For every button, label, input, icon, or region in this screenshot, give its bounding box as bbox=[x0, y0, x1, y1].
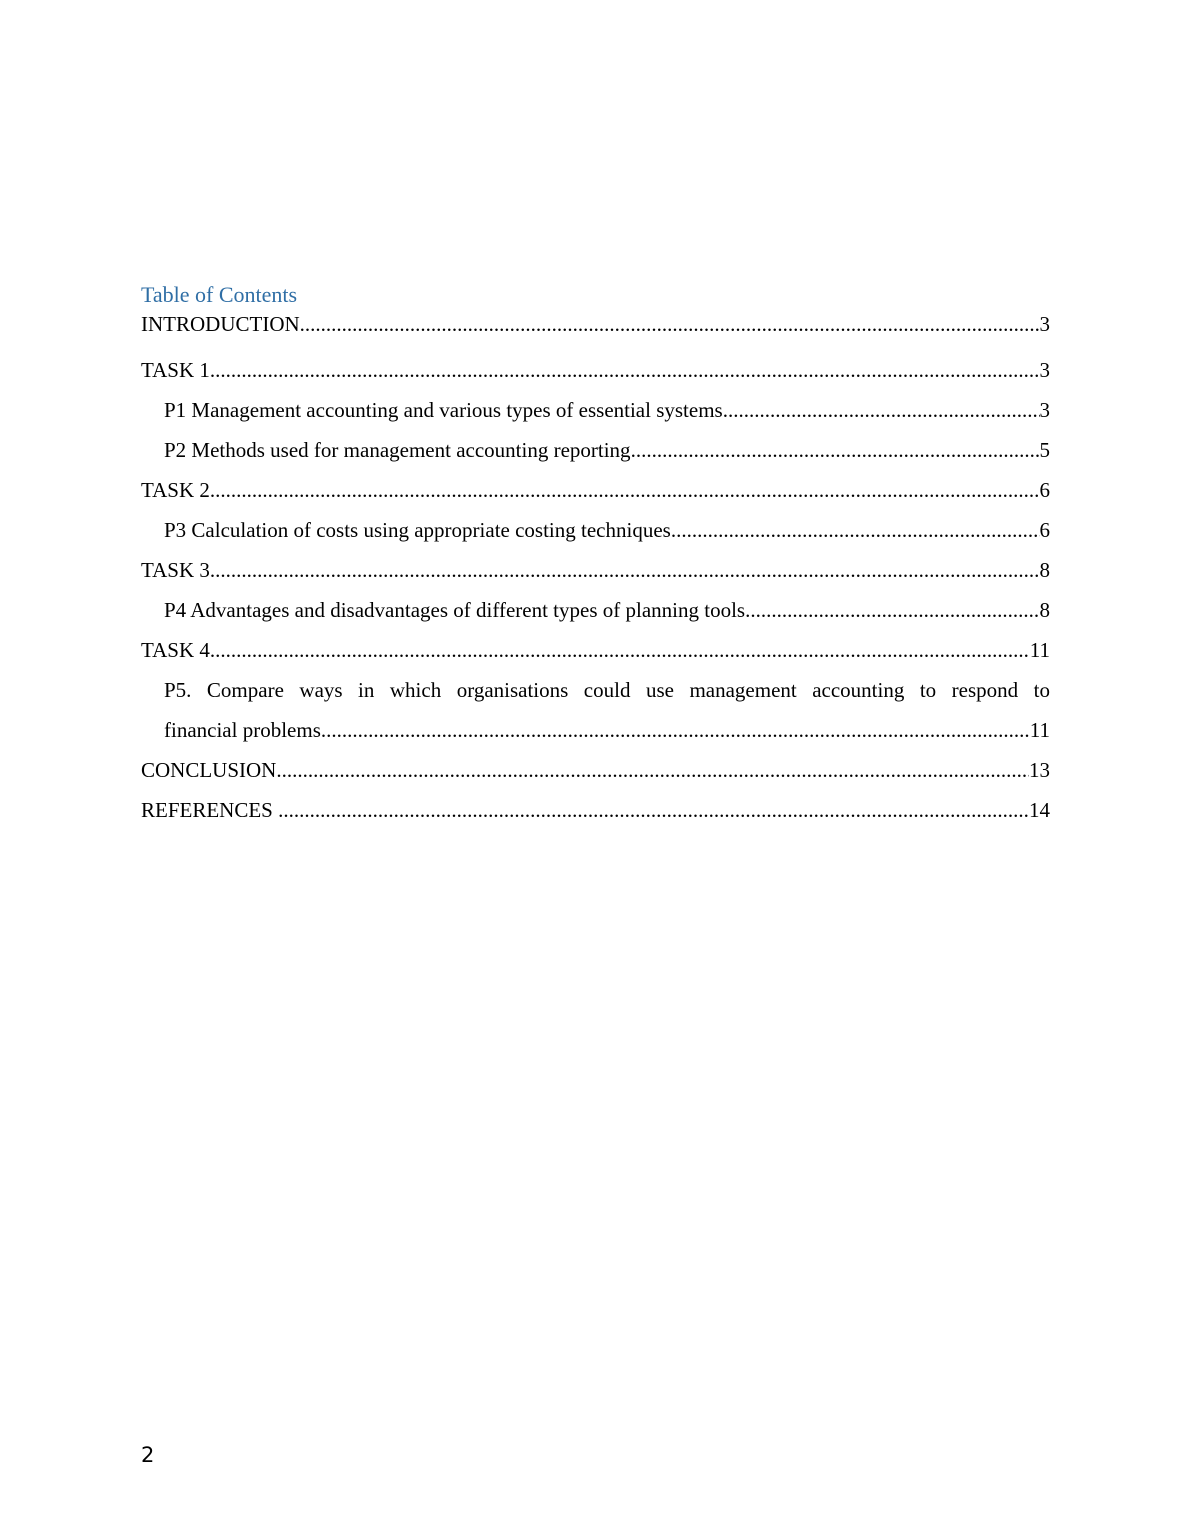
toc-title: Table of Contents bbox=[141, 282, 298, 307]
dot-leader bbox=[671, 510, 1040, 550]
dot-leader bbox=[210, 350, 1040, 390]
dot-leader bbox=[276, 750, 1029, 790]
toc-entry-label: TASK 4 bbox=[141, 638, 210, 662]
dot-leader bbox=[210, 630, 1030, 670]
toc-entry-page: 11 bbox=[1029, 638, 1050, 662]
dot-leader bbox=[210, 470, 1040, 510]
toc-entry-page: 6 bbox=[1039, 518, 1050, 542]
toc-entry-label: TASK 1 bbox=[141, 358, 210, 382]
toc-entry-page: 3 bbox=[1039, 312, 1050, 336]
dot-leader bbox=[745, 590, 1039, 630]
toc-entry-label: REFERENCES bbox=[141, 798, 279, 822]
dot-leader bbox=[210, 550, 1040, 590]
toc-entry-p1[interactable] bbox=[141, 390, 1050, 430]
dot-leader bbox=[321, 710, 1030, 750]
dot-leader bbox=[728, 390, 1040, 430]
toc-entry-page: 3 bbox=[1039, 398, 1050, 422]
toc-entry-page: 13 bbox=[1029, 758, 1050, 782]
table-of-contents bbox=[141, 282, 1050, 830]
toc-entry-label-line1: P5. Compare ways in which organisations could use management accounting to respond to bbox=[164, 678, 1050, 702]
toc-entry-page: 11 bbox=[1029, 718, 1050, 742]
toc-entry-p5[interactable] bbox=[141, 670, 1050, 750]
toc-entry-label: P3 Calculation of costs using appropriate costing techniques bbox=[164, 518, 671, 542]
toc-entry-label: P4 Advantages and disadvantages of different types of planning tools bbox=[164, 598, 746, 622]
dot-leader bbox=[300, 310, 1040, 338]
toc-entry-page: 14 bbox=[1029, 798, 1050, 822]
toc-entry-line2 bbox=[164, 710, 1050, 750]
toc-entry-task-4[interactable] bbox=[141, 630, 1050, 670]
toc-entry-label: P2 Methods used for management accounting reporting bbox=[164, 438, 631, 462]
toc-entry-p4[interactable] bbox=[141, 590, 1050, 630]
toc-entry-page: 3 bbox=[1039, 358, 1050, 382]
toc-entry-introduction[interactable] bbox=[141, 310, 1050, 338]
toc-entry-label: INTRODUCTION bbox=[141, 312, 300, 336]
toc-entry-task-1[interactable] bbox=[141, 350, 1050, 390]
toc-entry-label: TASK 2 bbox=[141, 478, 210, 502]
toc-entry-references[interactable] bbox=[141, 790, 1050, 830]
toc-entry-task-3[interactable] bbox=[141, 550, 1050, 590]
page-number: 2 bbox=[141, 1443, 155, 1467]
toc-entry-task-2[interactable] bbox=[141, 470, 1050, 510]
toc-entry-p3[interactable] bbox=[141, 510, 1050, 550]
toc-entry-label: CONCLUSION bbox=[141, 758, 277, 782]
dot-leader bbox=[631, 430, 1040, 470]
toc-entry-p2[interactable] bbox=[141, 430, 1050, 470]
toc-entry-label-line2: financial problems bbox=[164, 718, 321, 742]
dot-leader bbox=[278, 790, 1029, 830]
toc-entry-page: 5 bbox=[1039, 438, 1050, 462]
toc-entry-page: 8 bbox=[1039, 558, 1050, 582]
toc-entry-label: TASK 3 bbox=[141, 558, 210, 582]
toc-entry-label: P1 Management accounting and various types of essential systems. bbox=[164, 398, 728, 422]
toc-entry-conclusion[interactable] bbox=[141, 750, 1050, 790]
toc-entry-page: 8 bbox=[1039, 598, 1050, 622]
toc-entry-page: 6 bbox=[1039, 478, 1050, 502]
